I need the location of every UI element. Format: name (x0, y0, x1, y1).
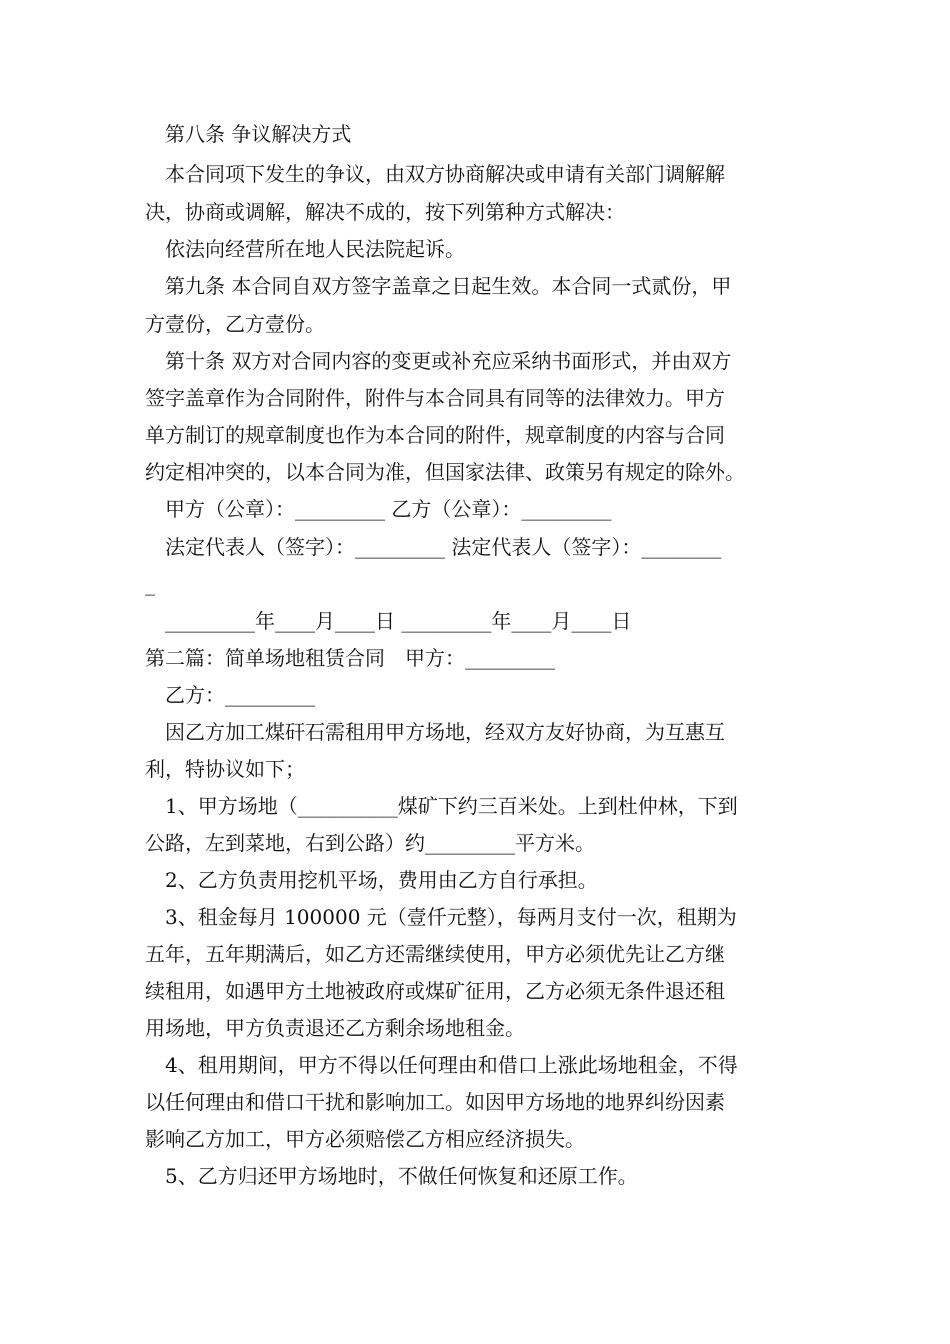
document-line: 依法向经营所在地人民法院起诉。 (145, 237, 465, 261)
document-line: 五年，五年期满后，如乙方还需继续使用，甲方必须优先让乙方继 (145, 942, 725, 966)
document-line: 1、甲方场地（__________煤矿下约三百米处。上到杜仲林，下到 (145, 794, 738, 818)
document-line: 方壹份，乙方壹份。 (145, 312, 325, 336)
document-line: 公路，左到菜地，右到公路）约_________平方米。 (145, 831, 595, 855)
document-line: 乙方：_________ (145, 683, 315, 707)
document-line: 签字盖章作为合同附件，附件与本合同具有同等的法律效力。甲方 (145, 386, 725, 410)
document-line: 决，协商或调解，解决不成的，按下列第种方式解决： (145, 200, 625, 224)
document-line: 以任何理由和借口干扰和影响加工。如因甲方场地的地界纠纷因素 (145, 1090, 725, 1114)
document-line: 甲方（公章）：_________ 乙方（公章）：_________ (145, 497, 612, 521)
document-line: 续租用，如遇甲方土地被政府或煤矿征用，乙方必须无条件退还租 (145, 979, 725, 1003)
document-line: 2、乙方负责用挖机平场，费用由乙方自行承担。 (145, 868, 598, 892)
document-line: 用场地，甲方负责退还乙方剩余场地租金。 (145, 1016, 525, 1040)
document-line: 5、乙方归还甲方场地时，不做任何恢复和还原工作。 (145, 1164, 638, 1188)
document-line: 第九条 本合同自双方签字盖章之日起生效。本合同一式贰份，甲 (145, 274, 732, 298)
document-line: 约定相冲突的，以本合同为准，但国家法律、政策另有规定的除外。 (145, 460, 745, 484)
document-line: 4、租用期间，甲方不得以任何理由和借口上涨此场地租金，不得 (145, 1053, 738, 1077)
document-line: 利，特协议如下； (145, 757, 305, 781)
document-line: _ (145, 572, 155, 596)
document-line: 影响乙方加工，甲方必须赔偿乙方相应经济损失。 (145, 1127, 585, 1151)
document-line: 本合同项下发生的争议，由双方协商解决或申请有关部门调解解 (145, 162, 725, 186)
document-line: 因乙方加工煤矸石需租用甲方场地，经双方友好协商，为互惠互 (145, 720, 725, 744)
document-line: 第十条 双方对合同内容的变更或补充应采纳书面形式，并由双方 (145, 349, 732, 373)
document-line: 法定代表人（签字）：_________ 法定代表人（签字）：________ (145, 535, 722, 559)
document-line: 第二篇：简单场地租赁合同 甲方：_________ (145, 646, 555, 670)
document-line: _________年____月____日 _________年____月____日 (145, 609, 632, 633)
document-line: 单方制订的规章制度也作为本合同的附件，规章制度的内容与合同 (145, 423, 725, 447)
document-line: 第八条 争议解决方式 (145, 122, 352, 146)
document-line: 3、租金每月 100000 元（壹仟元整），每两月支付一次，租期为 (145, 905, 737, 929)
